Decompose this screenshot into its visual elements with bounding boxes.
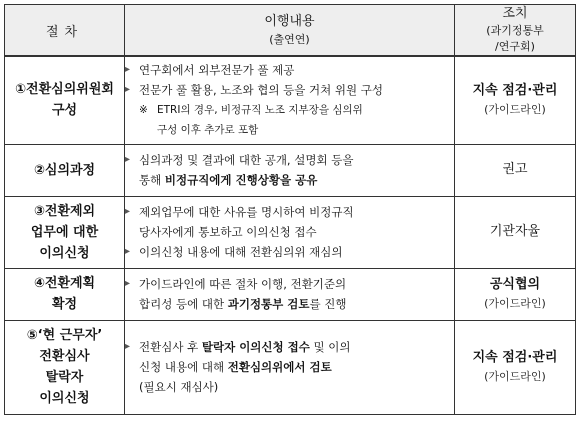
step-cell: ①전환심의위원회 구성 [5, 56, 125, 144]
header-action [455, 5, 576, 57]
list-item: ▸ 전환심사 후 탈락자 이의신청 접수 및 이의 [125, 337, 454, 357]
content-cell [125, 196, 455, 268]
list-item: ▸ 가이드라인에 따른 절차 이행, 전환기준의 [125, 274, 454, 294]
header-content [125, 5, 455, 57]
bullet-arrow-icon: ▸ [125, 154, 131, 165]
bullet-arrow-icon: ▸ [125, 84, 131, 96]
table-row [5, 196, 576, 268]
table-row [5, 320, 576, 414]
list-item: ▸ 전문가 풀 활용, 노조와 협의 등을 거쳐 위원 구성 [125, 80, 454, 100]
step-cell: ②심의과정 [5, 144, 125, 196]
step-cell: ③전환제외 업무에 대한 이의신청 [5, 196, 125, 268]
bullet-arrow-icon: ▸ [125, 206, 131, 217]
note: ※ ETRI의 경우, 비정규직 노조 지부장을 심의위 [125, 100, 454, 120]
list-item-continuation: 신청 내용에 대해 전환심의위에서 검토 [139, 360, 332, 374]
note-continuation: 구성 이후 추가로 포함 [157, 124, 259, 137]
list-item-continuation: (필요시 재심사) [139, 380, 219, 394]
action-cell: 지속 점검·관리 (가이드라인) [455, 56, 576, 144]
action-cell: 권고 [455, 144, 576, 196]
header-action-title: 조치 [502, 6, 528, 21]
list-item-continuation: 당사자에게 통보하고 이의신청 접수 [139, 225, 317, 239]
bullet-arrow-icon: ▸ [125, 64, 131, 76]
bullet-arrow-icon: ▸ [125, 246, 131, 257]
content-cell [125, 268, 455, 320]
bullet-arrow-icon: ▸ [125, 341, 131, 352]
content-cell [125, 56, 455, 144]
table-row [5, 56, 576, 144]
procedure-table [4, 4, 576, 415]
action-cell: 지속 점검·관리 (가이드라인) [455, 320, 576, 414]
bullet-arrow-icon: ▸ [125, 278, 131, 289]
content-cell [125, 320, 455, 414]
header-action-sub2: /연구회) [495, 40, 535, 53]
list-item-continuation: 통해 비정규직에게 진행상황을 공유 [139, 173, 318, 187]
list-item: ▸ 연구회에서 외부전문가 풀 제공 [125, 60, 454, 80]
action-cell: 공식협의 (가이드라인) [455, 268, 576, 320]
header-action-sub1: (과기정통부 [486, 24, 544, 37]
table-row [5, 268, 576, 320]
list-item-continuation: 합리성 등에 대한 과기정통부 검토를 진행 [139, 297, 347, 311]
action-cell: 기관자율 [455, 196, 576, 268]
header-content-sub: (출연연) [269, 33, 310, 46]
list-item: ▸ 심의과정 및 결과에 대한 공개, 설명회 등을 [125, 150, 454, 170]
list-item: ▸ 이의신청 내용에 대해 전환심의위 재심의 [125, 242, 454, 262]
reference-mark: ※ [139, 104, 148, 117]
header-row [5, 5, 576, 57]
list-item: ▸ 제외업무에 대한 사유를 명시하여 비정규직 [125, 202, 454, 222]
step-cell: ④전환계획 확정 [5, 268, 125, 320]
header-step: 절차 [5, 5, 125, 57]
table-row [5, 144, 576, 196]
header-content-title: 이행내용 [264, 14, 315, 29]
step-cell: ⑤‘현 근무자’ 전환심사 탈락자 이의신청 [5, 320, 125, 414]
content-cell [125, 144, 455, 196]
